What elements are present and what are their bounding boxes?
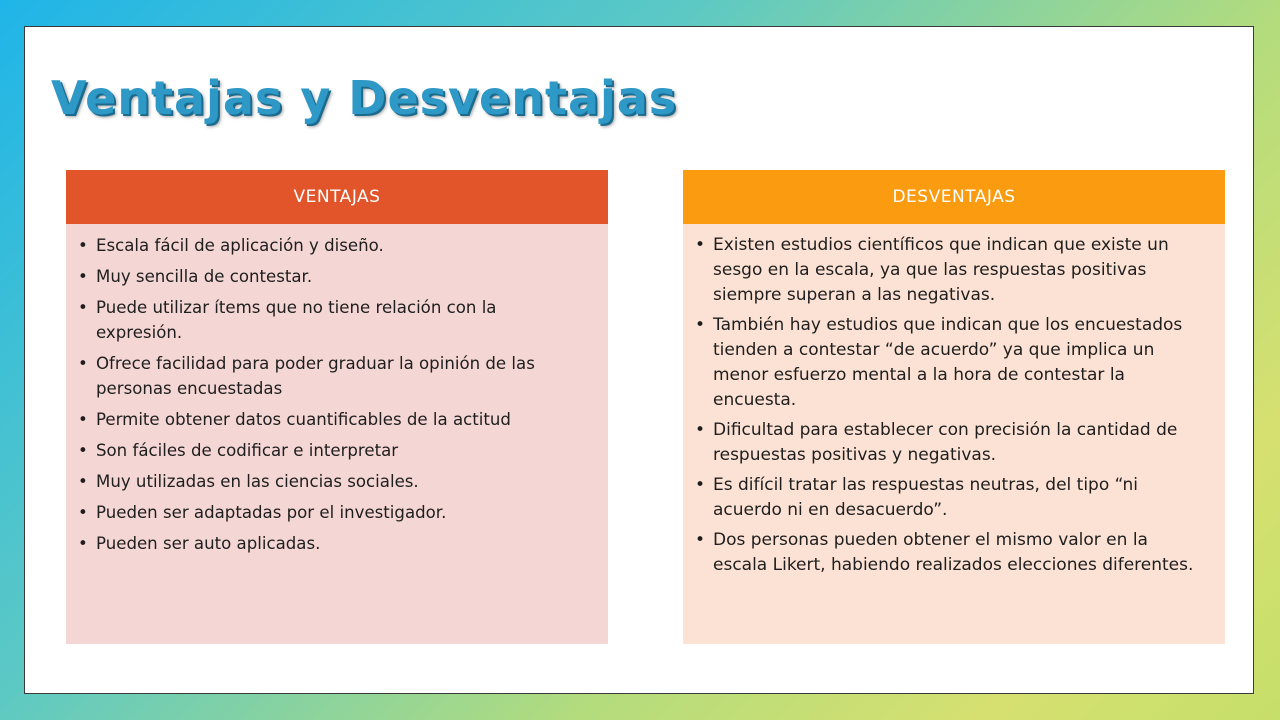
bullet-icon: • xyxy=(78,236,88,255)
ventaja-text: Ofrece facilidad para poder graduar la opinión de las personas encuestadas xyxy=(96,354,535,398)
list-item xyxy=(695,233,1203,308)
bullet-icon: • xyxy=(78,354,88,373)
list-item xyxy=(78,407,586,432)
ventajas-header: VENTAJAS xyxy=(66,170,608,224)
bullet-icon: • xyxy=(78,267,88,286)
ventaja-text: Pueden ser auto aplicadas. xyxy=(96,534,321,553)
ventaja-text: Puede utilizar ítems que no tiene relación con la expresión. xyxy=(96,298,497,342)
bullet-icon: • xyxy=(695,315,706,335)
desventaja-text: Existen estudios científicos que indican que existe un sesgo en la escala, ya que las respuestas positivas siempre superan a las negativas. xyxy=(713,235,1169,305)
list-item xyxy=(78,233,586,258)
ventaja-text: Son fáciles de codificar e interpretar xyxy=(96,441,399,460)
list-item xyxy=(78,351,586,401)
desventajas-panel xyxy=(683,170,1225,644)
bullet-icon: • xyxy=(78,472,88,491)
bullet-icon: • xyxy=(78,298,88,317)
bullet-icon: • xyxy=(78,410,88,429)
list-item xyxy=(695,418,1203,468)
desventaja-text: Dificultad para establecer con precisión la cantidad de respuestas positivas y negativas. xyxy=(713,420,1178,465)
bullet-icon: • xyxy=(78,441,88,460)
list-item xyxy=(695,473,1203,523)
ventaja-text: Muy utilizadas en las ciencias sociales. xyxy=(96,472,419,491)
list-item xyxy=(78,438,586,463)
bullet-icon: • xyxy=(695,420,706,440)
ventajas-list xyxy=(66,224,608,556)
ventajas-panel xyxy=(66,170,608,644)
slide-title: Ventajas y Desventajas xyxy=(51,71,678,125)
bullet-icon: • xyxy=(78,534,88,553)
list-item xyxy=(695,528,1203,578)
ventaja-text: Escala fácil de aplicación y diseño. xyxy=(96,236,384,255)
desventajas-list xyxy=(683,224,1225,578)
bullet-icon: • xyxy=(695,530,706,550)
list-item xyxy=(78,531,586,556)
ventaja-text: Muy sencilla de contestar. xyxy=(96,267,313,286)
bullet-icon: • xyxy=(695,235,706,255)
desventaja-text: Es difícil tratar las respuestas neutras, del tipo “ni acuerdo ni en desacuerdo”. xyxy=(713,475,1139,520)
slide xyxy=(24,26,1254,694)
ventaja-text: Pueden ser adaptadas por el investigador. xyxy=(96,503,447,522)
bullet-icon: • xyxy=(695,475,706,495)
list-item xyxy=(695,313,1203,413)
desventaja-text: También hay estudios que indican que los encuestados tienden a contestar “de acuerdo” ya que implica un menor esfuerzo mental a la hora de contestar la encuesta. xyxy=(713,315,1183,410)
desventaja-text: Dos personas pueden obtener el mismo valor en la escala Likert, habiendo realizados elecciones diferentes. xyxy=(713,530,1194,575)
list-item xyxy=(78,264,586,289)
desventajas-header: DESVENTAJAS xyxy=(683,170,1225,224)
ventaja-text: Permite obtener datos cuantificables de la actitud xyxy=(96,410,511,429)
list-item xyxy=(78,295,586,345)
list-item xyxy=(78,469,586,494)
bullet-icon: • xyxy=(78,503,88,522)
list-item xyxy=(78,500,586,525)
